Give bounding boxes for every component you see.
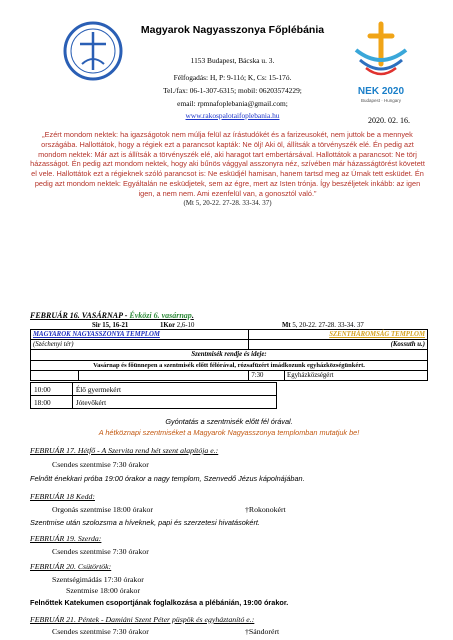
parish-logo [62,20,124,82]
church-right-address: (Kossuth u.) [249,340,428,350]
sunday-title-feast: Évközi 6. vasárnap [129,311,192,320]
day-dagger: †Sándorért [245,627,280,636]
office-hours: Félfogadás: H, P: 9-11ó; K, Cs: 15-17ó. [173,73,292,82]
mass-time: 7:30 [249,370,285,380]
schedule-time: 10:00 [31,383,73,396]
schedule-row [31,396,277,409]
email-line: email: rpmnafoplebania@gmail.com; [177,99,288,108]
parish-address: 1153 Budapest, Bácska u. 3. [190,56,275,65]
schedule-intention: Jótevőkért [72,396,276,409]
schedule-row [31,383,277,396]
schedule-intention: Élő gyermekért [72,383,276,396]
parish-title: Magyarok Nagyasszonya Főplébánia [140,24,325,36]
day-heading: FEBRUÁR 21. Péntek - Damiáni Szent Péter püspök és egyháztanító e.: [30,615,255,624]
bulletin-date: 2020. 02. 16. [368,116,410,125]
day-dagger: †Rokonokért [245,505,286,514]
day-line: Csendes szentmise 7:30 órakor [52,547,149,556]
mass-intention: Egyházközségért [285,370,428,380]
reading-2: 1Kor 2,6-10 [160,322,195,329]
day-line: Szentmise 18:00 órakor [66,586,141,595]
schedule-time: 18:00 [31,396,73,409]
website-link[interactable]: www.rakospalotaifoplebania.hu [185,111,280,120]
nek-logo-text: NEK 2020 [357,86,405,97]
reading-1: Sir 15, 16-21 [92,322,129,329]
day-line: Orgonás szentmise 18:00 órakor [52,505,153,514]
mass-order-heading: Szentmisék rendje és ideje: [31,350,428,360]
day-line: Csendes szentmise 7:30 órakor [52,460,149,469]
gospel-quote-text: „Ezért mondom nektek: ha igazságotok nem múlja felül az írástudókét és a farizeusokét, nem juttok be a mennyek országába. Hallottátok, hogy a régiek ezt a parancsot kapták: Ne ölj! Aki öl, állítsák a törvényszék elé. Én pedig azt mondom nektek: Már azt is állítsák a törvényszék elé, aki haragot tart embertársával. Hallottátok a parancsot: Ne törj házasságot. Én pedig azt mondom nektek, hogy aki bűnös vággyal asszonyra néz, szívében már házasságtörést követett el vele. Hallottátok ezt a régieknek szóló parancsot is: Ne esküdjél hamisan, hanem tartsd meg az Úrnak tett esküdet. Én pedig azt mondom nektek: Egyáltalán ne esküdjetek, sem az égre, mert az Isten trónja. Így beszéljetek inkább: az igen igen, a nem nem. Ami ezenfelül van, a gonosztól való.” [30,130,425,198]
gospel-reference: (Mt 5, 20-22. 27-28. 33-34. 37) [183,199,272,208]
day-extra: Felnőttek Katekumen csoportjának foglalkozása a plébánián, 19:00 órakor. [30,598,289,607]
rosary-note: Vasárnap és főünnepen a szentmisék előtt félórával, rózsafüzért imádkozunk egyházközségünkért. [31,360,428,370]
nek-logo-subtext: Budapest · Hungary [360,98,402,103]
phone-line: Tel./fax: 06-1-307-6315; mobil: 06203574229; [163,86,302,95]
day-heading: FEBRUÁR 17. Hétfő - A Szervita rend hét szent alapítója e.: [30,446,219,455]
confession-note: Gyóntatás a szentmisék előtt fél órával. [165,417,293,426]
sunday-schedule [30,382,277,409]
gospel-quote [30,130,425,209]
sunday-mass-table [30,329,428,381]
church-left: MAGYAROK NAGYASSZONYA TEMPLOM [33,331,160,339]
sunday-title: FEBRUÁR 16. VASÁRNAP - Évközi 6. vasárnap. [30,311,194,320]
day-heading: FEBRUÁR 20. Csütörtök: [30,562,112,571]
day-heading: FEBRUÁR 19. Szerda: [30,534,102,543]
day-extra: Felnőtt énekkari próba 19:00 órakor a nagy templom, Szenvedő Jézus kápolnájában. [30,474,305,483]
church-left-address: (Széchenyi tér) [31,340,249,350]
weekday-note: A hétköznapi szentmiséket a Magyarok Nagyasszonya templomban mutatjuk be! [98,428,360,437]
day-line: Szentségimádás 17:30 órakor [52,575,144,584]
church-right: SZENTHÁROMSÁG TEMPLOM [329,331,425,339]
day-extra: Szentmise után szolozsma a híveknek, papi és szerzetesi hivatásokért. [30,518,260,527]
day-heading: FEBRUÁR 18 Kedd: [30,492,95,501]
day-line: Csendes szentmise 7:30 órakor [52,627,149,636]
reading-gospel: Mt 5, 20-22. 27-28. 33-34. 37 [282,322,364,329]
